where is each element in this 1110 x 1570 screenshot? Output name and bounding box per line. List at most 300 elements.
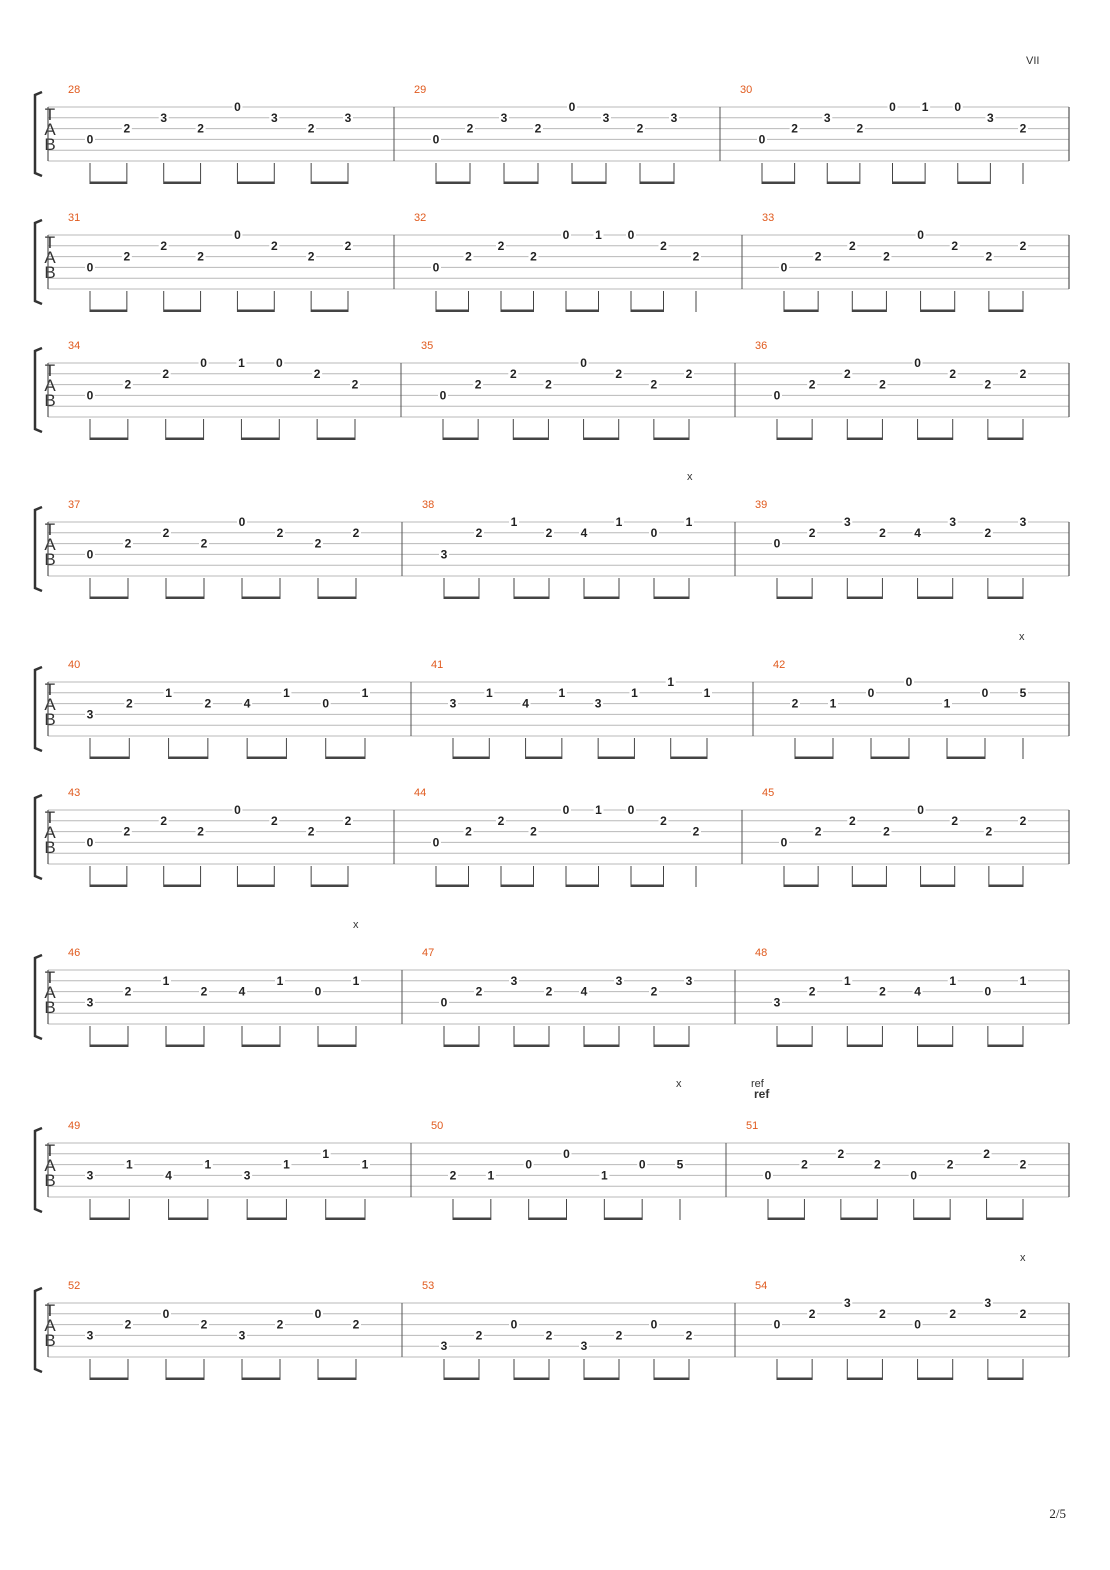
fret-number: 2 — [276, 525, 284, 540]
tab-clef-letter: B — [44, 998, 56, 1017]
fret-number: 2 — [125, 696, 133, 711]
beam — [247, 757, 286, 760]
beam — [514, 1378, 549, 1381]
fret-number: 0 — [780, 260, 788, 275]
beam — [988, 597, 1023, 600]
beam — [444, 1045, 479, 1048]
fret-number: 3 — [843, 515, 851, 529]
fret-number: 0 — [984, 984, 992, 999]
fret-number: 1 — [949, 973, 957, 988]
measure-number: 54 — [755, 1280, 768, 1292]
fret-number: 0 — [914, 1317, 921, 1332]
tab-clef-letter: B — [44, 550, 56, 569]
beam — [852, 310, 886, 313]
beam — [914, 1218, 950, 1221]
system-bracket — [35, 667, 42, 751]
fret-number: 3 — [685, 973, 693, 988]
beam — [631, 310, 664, 313]
tab-clef-letter: A — [44, 695, 56, 714]
beam — [566, 310, 599, 313]
fret-number: 1 — [165, 685, 172, 700]
fret-number: 0 — [439, 388, 447, 403]
fret-number: 2 — [879, 1306, 886, 1321]
fret-number: 2 — [692, 249, 700, 264]
fret-number: 2 — [983, 1146, 990, 1161]
score-annotation: x — [1019, 631, 1025, 643]
tab-system — [35, 659, 1069, 759]
fret-number: 3 — [602, 110, 610, 125]
beam — [318, 597, 356, 600]
beam — [436, 310, 469, 313]
fret-number: 2 — [873, 1157, 881, 1172]
fret-number: 0 — [910, 1168, 918, 1183]
fret-number: 0 — [580, 356, 587, 370]
fret-number: 3 — [670, 110, 678, 125]
fret-number: 2 — [160, 813, 168, 828]
beam — [584, 438, 619, 441]
fret-number: 2 — [951, 238, 959, 253]
fret-number: 3 — [500, 110, 508, 125]
beam — [988, 438, 1023, 441]
fret-number: 1 — [595, 228, 602, 242]
fret-number: 0 — [162, 1306, 170, 1321]
system-bracket — [35, 220, 42, 304]
fret-number: 2 — [475, 984, 483, 999]
fret-number: 2 — [530, 249, 537, 264]
beam — [768, 1218, 804, 1221]
fret-number: 5 — [1019, 685, 1027, 700]
fret-number: 0 — [562, 803, 570, 817]
tab-clef-letter: A — [44, 823, 56, 842]
fret-number: 2 — [660, 813, 667, 828]
beam — [317, 438, 355, 441]
measure-number: 47 — [422, 947, 435, 959]
fret-number: 2 — [984, 377, 992, 392]
tab-clef-letter: A — [44, 376, 56, 395]
measure-number: 38 — [422, 499, 435, 511]
tab-system — [35, 1120, 1069, 1220]
measure-number: 33 — [762, 212, 775, 224]
measure-number: 41 — [431, 659, 444, 671]
beam — [777, 438, 812, 441]
fret-number: 3 — [823, 110, 831, 125]
fret-number: 0 — [234, 228, 241, 242]
fret-number: 0 — [432, 132, 440, 147]
fret-number: 3 — [86, 1328, 94, 1343]
tab-clef-letter: A — [44, 1156, 56, 1175]
fret-number: 3 — [615, 973, 623, 988]
beam — [604, 1218, 642, 1221]
beam — [504, 182, 538, 185]
fret-number: 2 — [545, 984, 553, 999]
fret-number: 3 — [86, 707, 94, 722]
fret-number: 0 — [773, 536, 781, 551]
score-annotation: x — [687, 471, 693, 483]
fret-number: 1 — [595, 803, 602, 817]
fret-number: 2 — [949, 366, 957, 381]
fret-number: 2 — [650, 377, 658, 392]
fret-number: 2 — [949, 1306, 957, 1321]
fret-number: 0 — [322, 696, 330, 711]
fret-number: 0 — [773, 388, 781, 403]
beam — [90, 182, 127, 185]
measure-number: 34 — [68, 340, 81, 352]
fret-number: 1 — [843, 973, 851, 988]
fret-number: 2 — [200, 984, 208, 999]
beam — [918, 1045, 953, 1048]
beam — [164, 885, 201, 888]
beam — [326, 757, 365, 760]
score-annotation: ref — [751, 1078, 764, 1090]
tab-clef-letter: T — [44, 105, 56, 124]
fret-number: 1 — [125, 1157, 133, 1172]
tab-clef-letter: B — [44, 135, 56, 154]
fret-number: 1 — [943, 696, 951, 711]
fret-number: 1 — [703, 685, 711, 700]
fret-number: 3 — [949, 515, 957, 529]
tab-clef-letter: T — [44, 520, 56, 539]
tab-clef-letter: T — [44, 968, 56, 987]
fret-number: 1 — [276, 973, 284, 988]
fret-number: 0 — [86, 132, 94, 147]
score-annotation: x — [353, 919, 359, 931]
fret-number: 2 — [197, 824, 204, 839]
fret-number: 2 — [344, 813, 352, 828]
tab-clef-letter: B — [44, 391, 56, 410]
beam — [947, 757, 985, 760]
fret-number: 3 — [270, 110, 278, 125]
beam — [987, 1218, 1023, 1221]
beam — [572, 182, 606, 185]
fret-number: 0 — [764, 1168, 772, 1183]
fret-number: 1 — [1019, 973, 1027, 988]
measure-number: 48 — [755, 947, 768, 959]
fret-number: 2 — [124, 536, 132, 551]
fret-number: 0 — [758, 132, 766, 147]
beam — [90, 757, 129, 760]
fret-number: 2 — [685, 1328, 693, 1343]
fret-number: 1 — [352, 973, 360, 988]
beam — [318, 1378, 356, 1381]
fret-number: 2 — [808, 377, 816, 392]
fret-number: 4 — [914, 984, 921, 999]
fret-number: 0 — [650, 525, 658, 540]
tab-clef-letter: A — [44, 535, 56, 554]
fret-number: 0 — [568, 100, 576, 114]
fret-number: 2 — [497, 813, 505, 828]
beam — [242, 597, 280, 600]
beam — [169, 1218, 208, 1221]
measure-number: 49 — [68, 1120, 81, 1132]
tab-clef-letter: T — [44, 680, 56, 699]
fret-number: 2 — [883, 249, 890, 264]
fret-number: 1 — [238, 356, 245, 370]
measure-number: 44 — [414, 787, 427, 799]
measure-number: 28 — [68, 84, 81, 96]
beam — [529, 1218, 567, 1221]
fret-number: 2 — [856, 121, 864, 136]
fret-number: 2 — [162, 525, 170, 540]
measure-number: 42 — [773, 659, 786, 671]
fret-number: 5 — [676, 1157, 684, 1172]
fret-number: 0 — [238, 515, 246, 529]
fret-number: 3 — [580, 1339, 588, 1354]
beam — [166, 438, 204, 441]
measure-number: 46 — [68, 947, 81, 959]
measure-number: 52 — [68, 1280, 81, 1292]
beam — [90, 1218, 129, 1221]
system-bracket — [35, 795, 42, 879]
fret-number: 0 — [650, 1317, 658, 1332]
beam — [584, 1378, 619, 1381]
fret-number: 2 — [1019, 1306, 1027, 1321]
tab-system — [35, 499, 1069, 599]
fret-number: 0 — [563, 1146, 570, 1161]
beam — [453, 1218, 491, 1221]
fret-number: 1 — [921, 100, 929, 114]
beam — [847, 597, 882, 600]
fret-number: 2 — [449, 1168, 457, 1183]
measure-number: 30 — [740, 84, 753, 96]
measure-number: 51 — [746, 1120, 759, 1132]
fret-number: 3 — [86, 1168, 94, 1183]
fret-number: 1 — [361, 1157, 369, 1172]
fret-number: 2 — [791, 696, 799, 711]
measure-number: 50 — [431, 1120, 444, 1132]
fret-number: 2 — [124, 1317, 132, 1332]
fret-number: 3 — [843, 1296, 851, 1310]
fret-number: 2 — [351, 377, 359, 392]
tab-clef-letter: A — [44, 983, 56, 1002]
fret-number: 2 — [534, 121, 542, 136]
fret-number: 2 — [660, 238, 667, 253]
tab-clef-letter: B — [44, 838, 56, 857]
fret-number: 2 — [814, 249, 822, 264]
fret-number: 0 — [627, 228, 635, 242]
fret-number: 2 — [946, 1157, 954, 1172]
fret-number: 2 — [545, 377, 552, 392]
beam — [514, 1045, 549, 1048]
fret-number: 1 — [631, 685, 638, 700]
fret-number: 3 — [987, 110, 994, 125]
fret-number: 2 — [313, 366, 321, 381]
fret-number: 2 — [801, 1157, 808, 1172]
fret-number: 1 — [204, 1157, 212, 1172]
fret-number: 2 — [162, 366, 170, 381]
fret-number: 2 — [204, 696, 212, 711]
fret-number: 2 — [1019, 121, 1027, 136]
fret-number: 0 — [86, 260, 94, 275]
beam — [988, 1378, 1023, 1381]
beam — [988, 1045, 1023, 1048]
beam — [918, 438, 953, 441]
beam — [90, 597, 128, 600]
fret-number: 0 — [314, 984, 322, 999]
fret-number: 0 — [981, 685, 989, 700]
beam — [827, 182, 860, 185]
fret-number: 0 — [773, 1317, 781, 1332]
beam — [777, 597, 812, 600]
beam — [598, 757, 634, 760]
fret-number: 0 — [200, 356, 207, 370]
beam — [311, 182, 348, 185]
beam — [501, 310, 534, 313]
fret-number: 1 — [162, 973, 170, 988]
fret-number: 2 — [650, 984, 658, 999]
fret-number: 1 — [361, 685, 369, 700]
beam — [311, 885, 348, 888]
beam — [90, 1378, 128, 1381]
fret-number: 2 — [352, 1317, 360, 1332]
fret-number: 2 — [124, 377, 132, 392]
tab-system — [35, 84, 1069, 184]
fret-number: 2 — [636, 121, 644, 136]
tab-clef-letter: T — [44, 361, 56, 380]
fret-number: 2 — [270, 238, 278, 253]
beam — [918, 597, 953, 600]
fret-number: 2 — [475, 1328, 483, 1343]
fret-number: 4 — [238, 984, 246, 999]
fret-number: 2 — [879, 377, 886, 392]
tab-clef-letter: T — [44, 1301, 56, 1320]
fret-number: 0 — [954, 100, 962, 114]
fret-number: 3 — [773, 995, 781, 1010]
score-annotation: x — [1020, 1252, 1026, 1264]
fret-number: 0 — [780, 835, 788, 850]
beam — [958, 182, 991, 185]
fret-number: 0 — [867, 685, 875, 700]
fret-number: 0 — [905, 675, 913, 689]
system-bracket — [35, 348, 42, 432]
fret-number: 4 — [580, 984, 588, 999]
beam — [921, 310, 955, 313]
beam — [90, 885, 127, 888]
fret-number: 3 — [440, 547, 448, 562]
beam — [443, 438, 478, 441]
fret-number: 1 — [667, 675, 675, 689]
fret-number: 2 — [497, 238, 505, 253]
fret-number: 2 — [808, 525, 816, 540]
beam — [584, 1045, 619, 1048]
tab-clef-letter: A — [44, 1316, 56, 1335]
fret-number: 2 — [837, 1146, 845, 1161]
fret-number: 2 — [344, 238, 352, 253]
fret-number: 3 — [984, 1296, 992, 1310]
fret-number: 2 — [352, 525, 360, 540]
beam — [436, 182, 470, 185]
fret-number: 0 — [86, 835, 94, 850]
fret-number: 2 — [123, 121, 131, 136]
fret-number: 2 — [791, 121, 798, 136]
fret-number: 3 — [86, 995, 94, 1010]
beam — [242, 1378, 280, 1381]
beam — [584, 597, 619, 600]
beam — [90, 438, 128, 441]
fret-number: 0 — [917, 228, 924, 242]
fret-number: 3 — [1019, 515, 1027, 529]
fret-number: 2 — [307, 249, 315, 264]
fret-number: 3 — [344, 110, 352, 125]
measure-number: 40 — [68, 659, 81, 671]
measure-number: 45 — [762, 787, 775, 799]
fret-number: 2 — [200, 536, 208, 551]
beam — [784, 310, 818, 313]
beam — [989, 310, 1023, 313]
fret-number: 2 — [615, 1328, 623, 1343]
measure-number: 36 — [755, 340, 768, 352]
fret-number: 2 — [123, 824, 131, 839]
system-bracket — [35, 92, 42, 176]
beam — [436, 885, 469, 888]
score-annotation: VII — [1026, 55, 1040, 67]
measure-number: 29 — [414, 84, 427, 96]
fret-number: 0 — [917, 803, 924, 817]
fret-number: 2 — [465, 824, 472, 839]
fret-number: 2 — [984, 525, 992, 540]
fret-number: 3 — [243, 1168, 251, 1183]
measure-number: 43 — [68, 787, 81, 799]
fret-number: 0 — [234, 803, 241, 817]
fret-number: 2 — [843, 366, 851, 381]
fret-number: 2 — [1019, 813, 1027, 828]
tab-system — [35, 947, 1069, 1047]
fret-number: 2 — [509, 366, 517, 381]
beam — [311, 310, 348, 313]
beam — [247, 1218, 286, 1221]
beam — [453, 757, 489, 760]
fret-number: 2 — [160, 238, 168, 253]
fret-number: 2 — [200, 1317, 208, 1332]
fret-number: 2 — [985, 249, 993, 264]
fret-number: 3 — [510, 973, 518, 988]
tab-clef-letter: A — [44, 248, 56, 267]
beam — [847, 1045, 882, 1048]
fret-number: 3 — [440, 1339, 448, 1354]
beam — [989, 885, 1023, 888]
measure-number: 31 — [68, 212, 81, 224]
beam — [237, 310, 274, 313]
measure-number: 35 — [421, 340, 434, 352]
beam — [871, 757, 909, 760]
fret-number: 1 — [283, 1157, 290, 1172]
beam — [777, 1045, 812, 1048]
fret-number: 0 — [314, 1306, 322, 1321]
fret-number: 2 — [307, 824, 315, 839]
fret-number: 0 — [510, 1317, 518, 1332]
fret-number: 2 — [276, 1317, 284, 1332]
beam — [847, 438, 882, 441]
page-number: 2/5 — [1049, 1506, 1066, 1521]
system-bracket — [35, 1128, 42, 1212]
score-annotation: x — [676, 1078, 682, 1090]
beam — [784, 885, 818, 888]
fret-number: 4 — [165, 1168, 172, 1183]
fret-number: 2 — [123, 249, 131, 264]
fret-number: 2 — [545, 525, 553, 540]
fret-number: 1 — [685, 515, 693, 529]
fret-number: 1 — [283, 685, 290, 700]
fret-number: 2 — [270, 813, 278, 828]
fret-number: 0 — [638, 1157, 646, 1172]
fret-number: 2 — [951, 813, 959, 828]
beam — [640, 182, 674, 185]
beam — [566, 885, 599, 888]
fret-number: 0 — [432, 835, 440, 850]
beam — [654, 438, 689, 441]
beam — [654, 1378, 689, 1381]
fret-number: 3 — [449, 696, 457, 711]
fret-number: 2 — [1019, 1157, 1027, 1172]
